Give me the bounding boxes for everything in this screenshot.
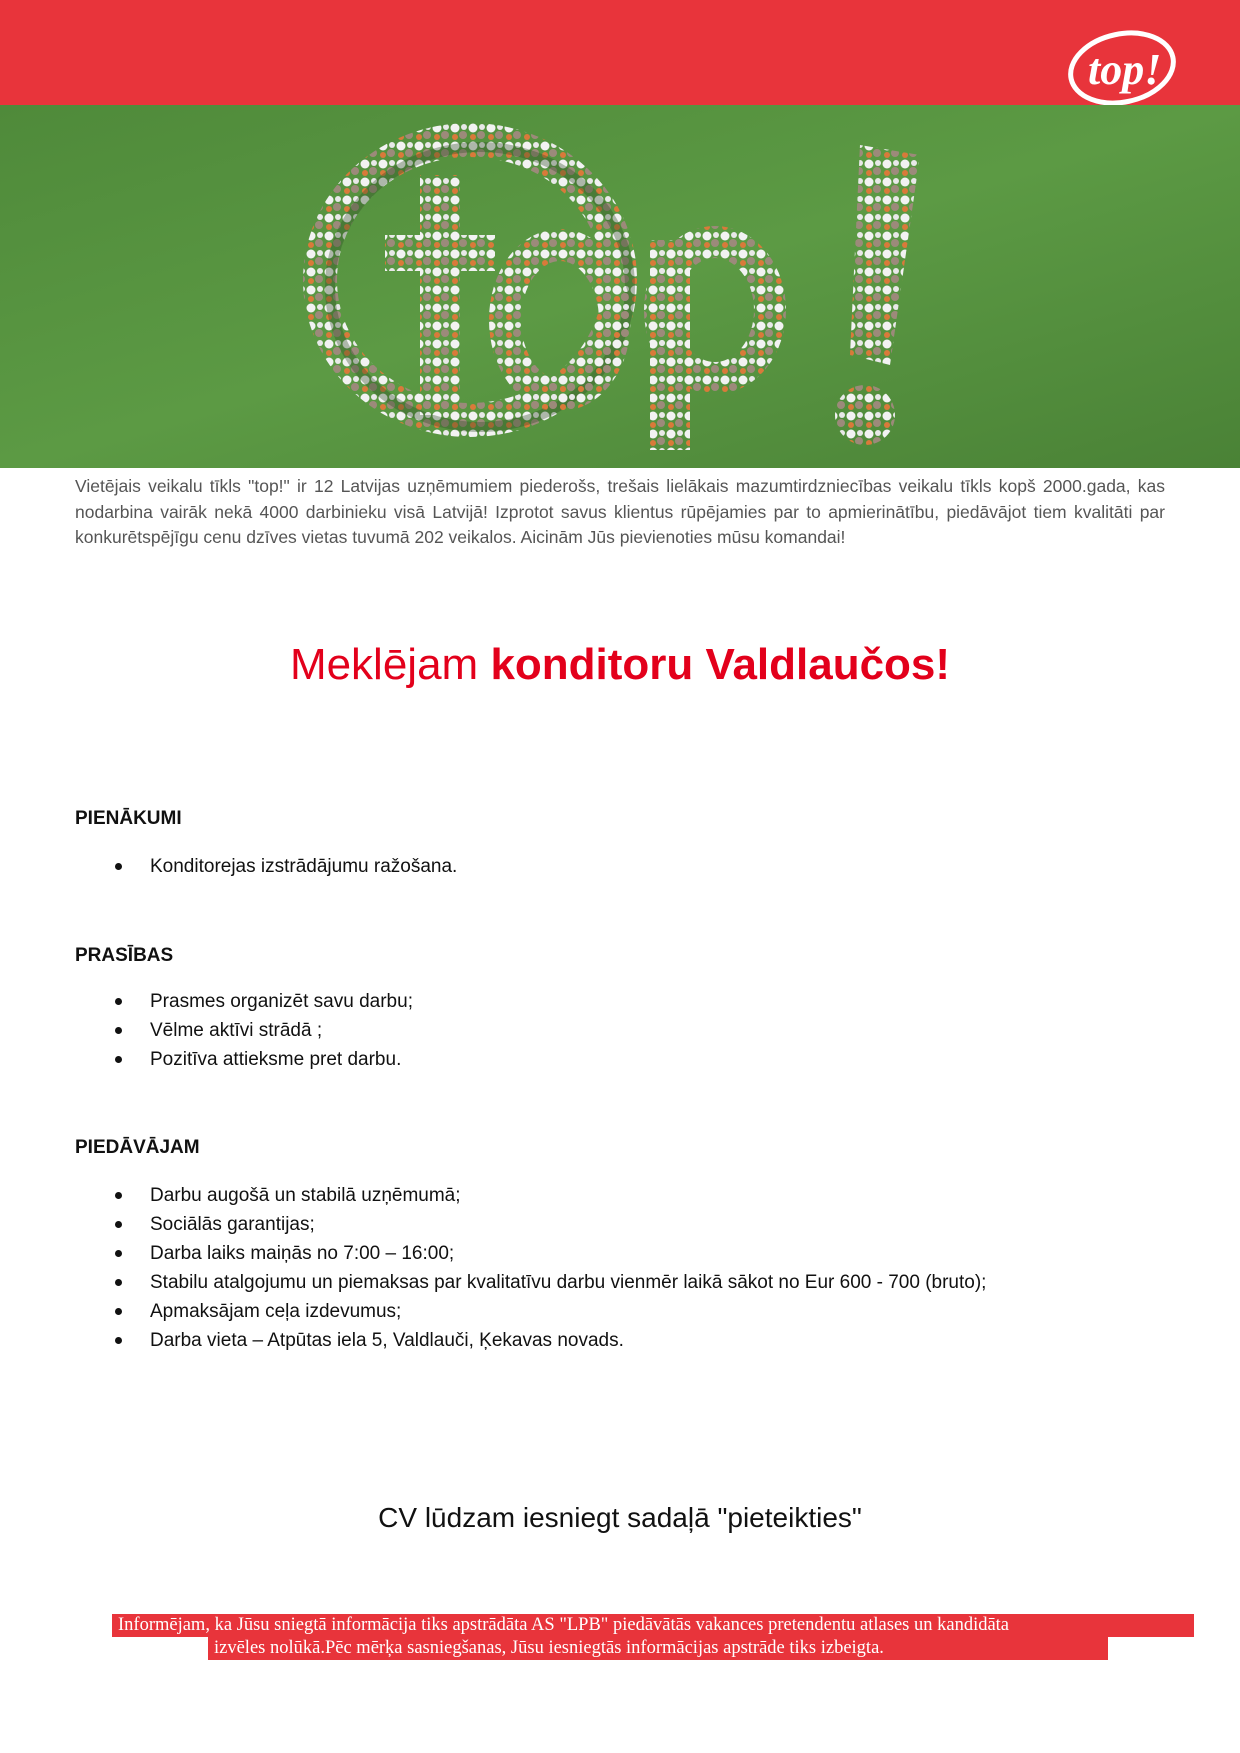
requirements-title: PRASĪBAS [75, 945, 174, 966]
list-item: Stabilu atalgojumu un piemaksas par kvalitatīvu darbu vienmēr laikā sākot no Eur 600 - 700 (bruto); [75, 1268, 986, 1297]
requirements-list [75, 987, 413, 1074]
headline-bold: konditoru Valdlaučos! [490, 640, 951, 689]
list-item: Sociālās garantijas; [75, 1210, 986, 1239]
header-bar [0, 0, 1240, 105]
list-item: Konditorejas izstrādājumu ražošana. [75, 852, 457, 881]
offer-list [75, 1181, 986, 1355]
bullet-icon [115, 1337, 122, 1344]
duties-list [75, 852, 457, 881]
cv-instruction: CV lūdzam iesniegt sadaļā "pieteikties" [378, 1502, 862, 1533]
bullet-icon [115, 1192, 122, 1199]
list-item: Vēlme aktīvi strādā ; [75, 1016, 413, 1045]
list-item: Darba laiks maiņās no 7:00 – 16:00; [75, 1239, 986, 1268]
list-item: Darbu augošā un stabilā uzņēmumā; [75, 1181, 986, 1210]
headline-normal: Meklējam [289, 640, 491, 689]
duties-title: PIENĀKUMI [75, 808, 182, 829]
notice-line-2: izvēles nolūkā.Pēc mērķa sasniegšanas, Jūsu iesniegtās informācijas apstrāde tiks izbeigta. [208, 1637, 1108, 1660]
list-item: Apmaksājam ceļa izdevumus; [75, 1297, 986, 1326]
bullet-icon [115, 1250, 122, 1257]
list-item: Pozitīva attieksme pret darbu. [75, 1045, 413, 1074]
job-headline [0, 640, 1240, 690]
hero-photo [0, 105, 1240, 468]
bullet-icon [115, 1027, 122, 1034]
logo-text: top! [1088, 45, 1162, 94]
privacy-notice [112, 1614, 1194, 1660]
bullet-icon [115, 863, 122, 870]
top-logo [1068, 22, 1180, 106]
offer-title: PIEDĀVĀJAM [75, 1137, 200, 1158]
bullet-icon [115, 998, 122, 1005]
list-item: Darba vieta – Atpūtas iela 5, Valdlauči, Ķekavas novads. [75, 1326, 986, 1355]
aerial-crowd-photo-icon [0, 105, 1240, 468]
bullet-icon [115, 1279, 122, 1286]
bullet-icon [115, 1221, 122, 1228]
notice-line-1: Informējam, ka Jūsu sniegtā informācija tiks apstrādāta AS "LPB" piedāvātās vakances pretendentu atlases un kandidāta [112, 1614, 1194, 1637]
bullet-icon [115, 1308, 122, 1315]
bullet-icon [115, 1056, 122, 1063]
intro-paragraph: Vietējais veikalu tīkls "top!" ir 12 Latvijas uzņēmumiem piederošs, trešais lielākais mazumtirdzniecības veikalu tīkls kopš 2000.gada, kas nodarbina vairāk nekā 4000 darbinieku visā Latvijā! Izprotot savus klientus rūpējamies par to apmierinātību, piedāvājot tiem kvalitāti par konkurētspējīgu cenu dzīves vietas tuvumā 202 veikalos. Aicinām Jūs pievienoties mūsu komandai! [75, 476, 1165, 547]
list-item: Prasmes organizēt savu darbu; [75, 987, 413, 1016]
